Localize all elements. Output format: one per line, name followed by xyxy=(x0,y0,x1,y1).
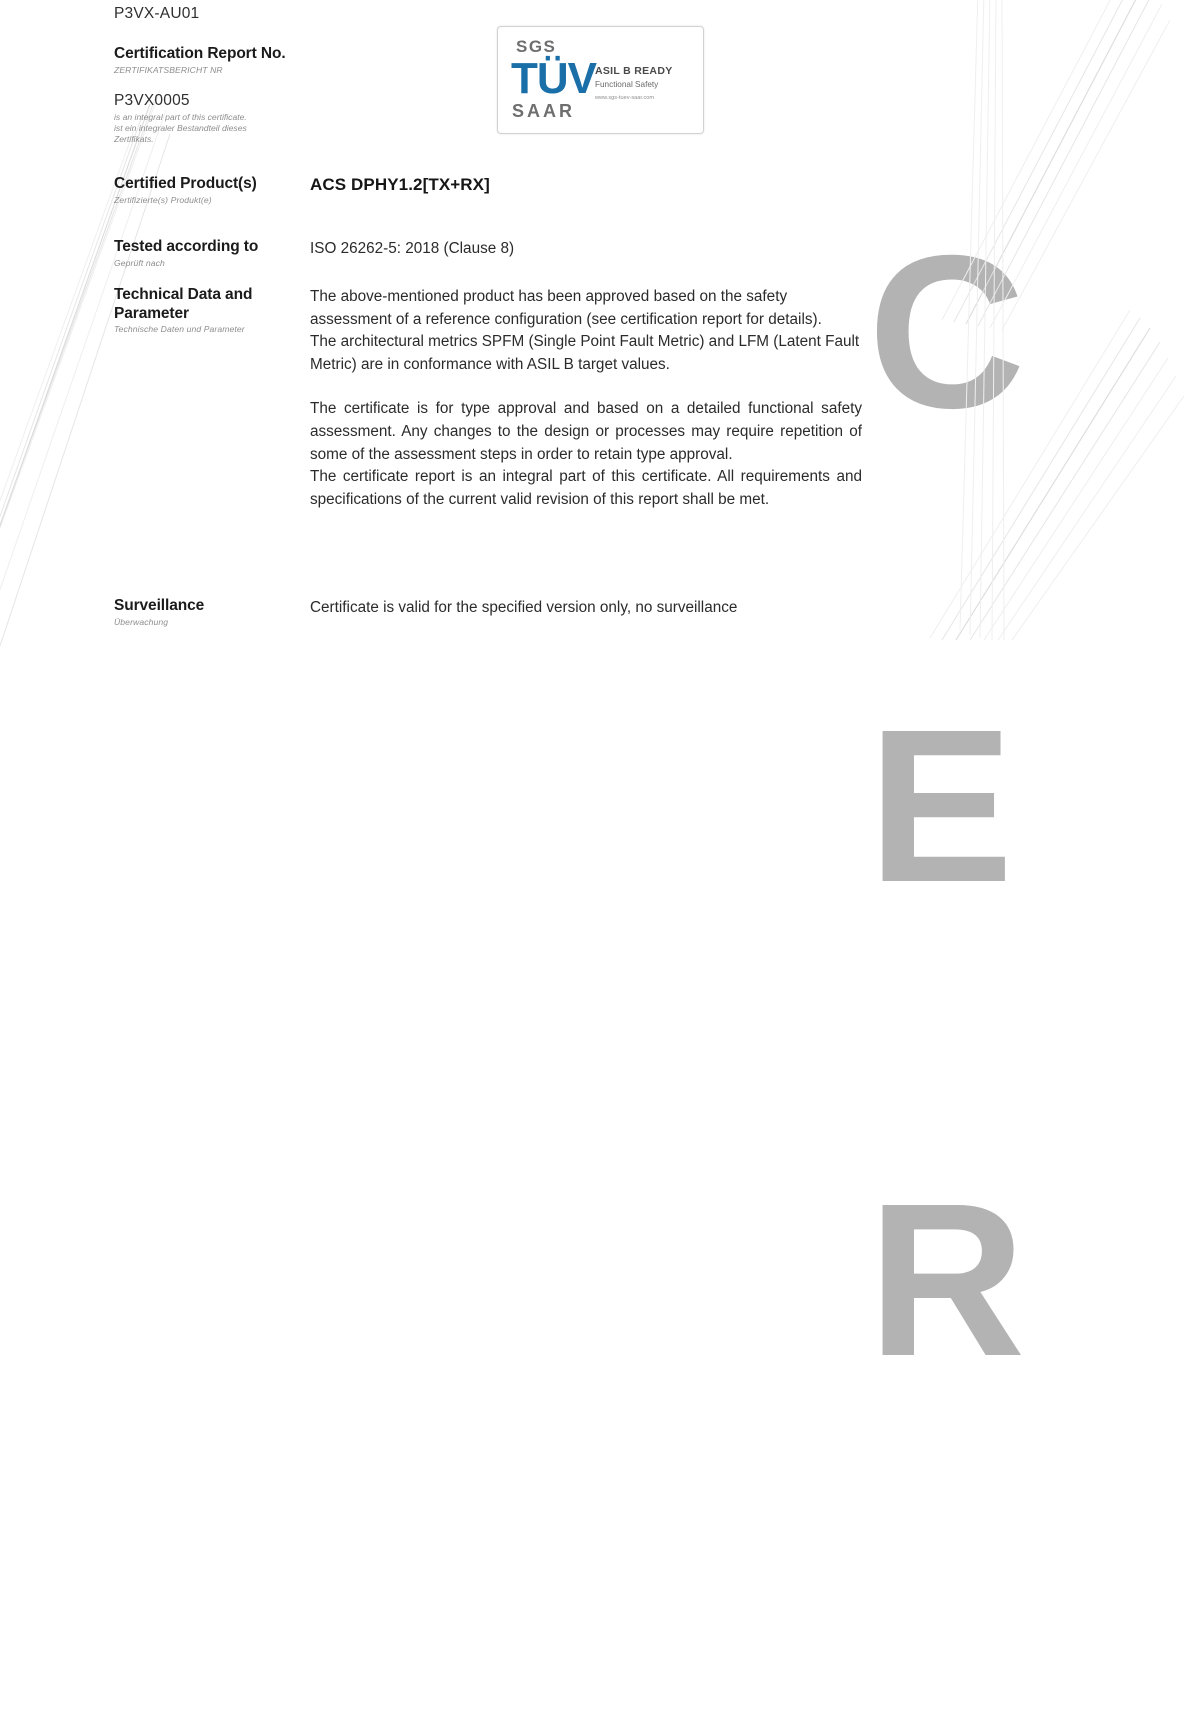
label-de-certified-product: Zertifizierte(s) Produkt(e) xyxy=(114,194,212,205)
svg-text:TÜV: TÜV xyxy=(511,54,596,103)
sgs-tuv-saar-logo xyxy=(497,26,704,134)
technical-paragraph-2: The architectural metrics SPFM (Single Point Fault Metric) and LFM (Latent Fault Metric) are in conformance with ASIL B target values. xyxy=(310,333,860,373)
label-de-certification-report-no: ZERTIFIKATSBERICHT NR xyxy=(114,64,223,75)
label-en-certification-report-no: Certification Report No. xyxy=(114,45,286,62)
label-tested-according-to xyxy=(114,238,310,269)
report-number-block xyxy=(114,92,310,145)
label-en-tested-according-to: Tested according to xyxy=(114,238,259,255)
label-technical-data xyxy=(114,286,310,335)
value-certified-product xyxy=(310,175,862,195)
value-tested-according-to xyxy=(310,238,862,261)
watermark-letter-e: E xyxy=(868,685,1008,928)
row-certified-product xyxy=(114,175,862,206)
label-en-certified-product: Certified Product(s) xyxy=(114,175,257,192)
label-en-surveillance: Surveillance xyxy=(114,597,205,614)
report-number-note-en: is an integral part of this certificate. xyxy=(114,112,247,122)
certified-product-value: ACS DPHY1.2[TX+RX] xyxy=(310,175,490,194)
label-de-surveillance: Überwachung xyxy=(114,616,169,627)
row-technical-data xyxy=(114,286,862,511)
svg-text:SAAR: SAAR xyxy=(512,101,576,121)
label-certification-report-no xyxy=(114,45,310,76)
report-number-note xyxy=(114,112,304,145)
label-de-tested-according-to: Geprüft nach xyxy=(114,257,165,268)
surveillance-value: Certificate is valid for the specified version only, no surveillance xyxy=(310,599,738,616)
watermark-letter-r: R xyxy=(868,1159,1020,1402)
document-code: P3VX-AU01 xyxy=(114,5,200,22)
row-report-number xyxy=(114,92,310,145)
svg-text:ASIL B READY: ASIL B READY xyxy=(595,65,673,77)
report-number-value: P3VX0005 xyxy=(114,92,190,109)
watermark-letter-c: C xyxy=(868,211,1020,454)
label-surveillance xyxy=(114,597,310,628)
tested-according-to-value: ISO 26262-5: 2018 (Clause 8) xyxy=(310,240,515,257)
report-number-note-de-2: Zertifikats. xyxy=(114,134,154,144)
label-en-technical-data-line2: Parameter xyxy=(114,304,189,322)
value-technical-data xyxy=(310,286,862,511)
row-certification-report-no xyxy=(114,45,310,76)
label-en-technical-data-line1: Technical Data and xyxy=(114,286,253,303)
value-surveillance xyxy=(310,597,862,620)
row-tested-according-to xyxy=(114,238,862,269)
label-certified-product xyxy=(114,175,310,206)
label-de-technical-data: Technische Daten und Parameter xyxy=(114,324,245,334)
svg-text:www.sgs-tuev-saar.com: www.sgs-tuev-saar.com xyxy=(595,95,655,101)
row-surveillance xyxy=(114,597,862,628)
svg-text:Functional Safety: Functional Safety xyxy=(595,80,659,89)
technical-paragraph-3: The certificate is for type approval and based on a detailed functional safety assessment. Any changes to the design or processes may require repetition of some of the assessment steps in order to retain type approval. xyxy=(310,400,862,463)
svg-text:SGS: SGS xyxy=(516,37,557,56)
sgs-tuv-saar-logo-icon xyxy=(498,27,701,131)
technical-paragraph-4: The certificate report is an integral part of this certificate. All requirements and specifications of the current valid revision of this report shall be met. xyxy=(310,468,862,508)
report-number-note-de-1: ist ein integraler Bestandteil dieses xyxy=(114,123,247,133)
technical-paragraph-1: The above-mentioned product has been approved based on the safety assessment of a reference configuration (see certification report for details). xyxy=(310,288,822,328)
paragraph-gap xyxy=(310,376,862,398)
certificate-content xyxy=(0,0,1200,629)
